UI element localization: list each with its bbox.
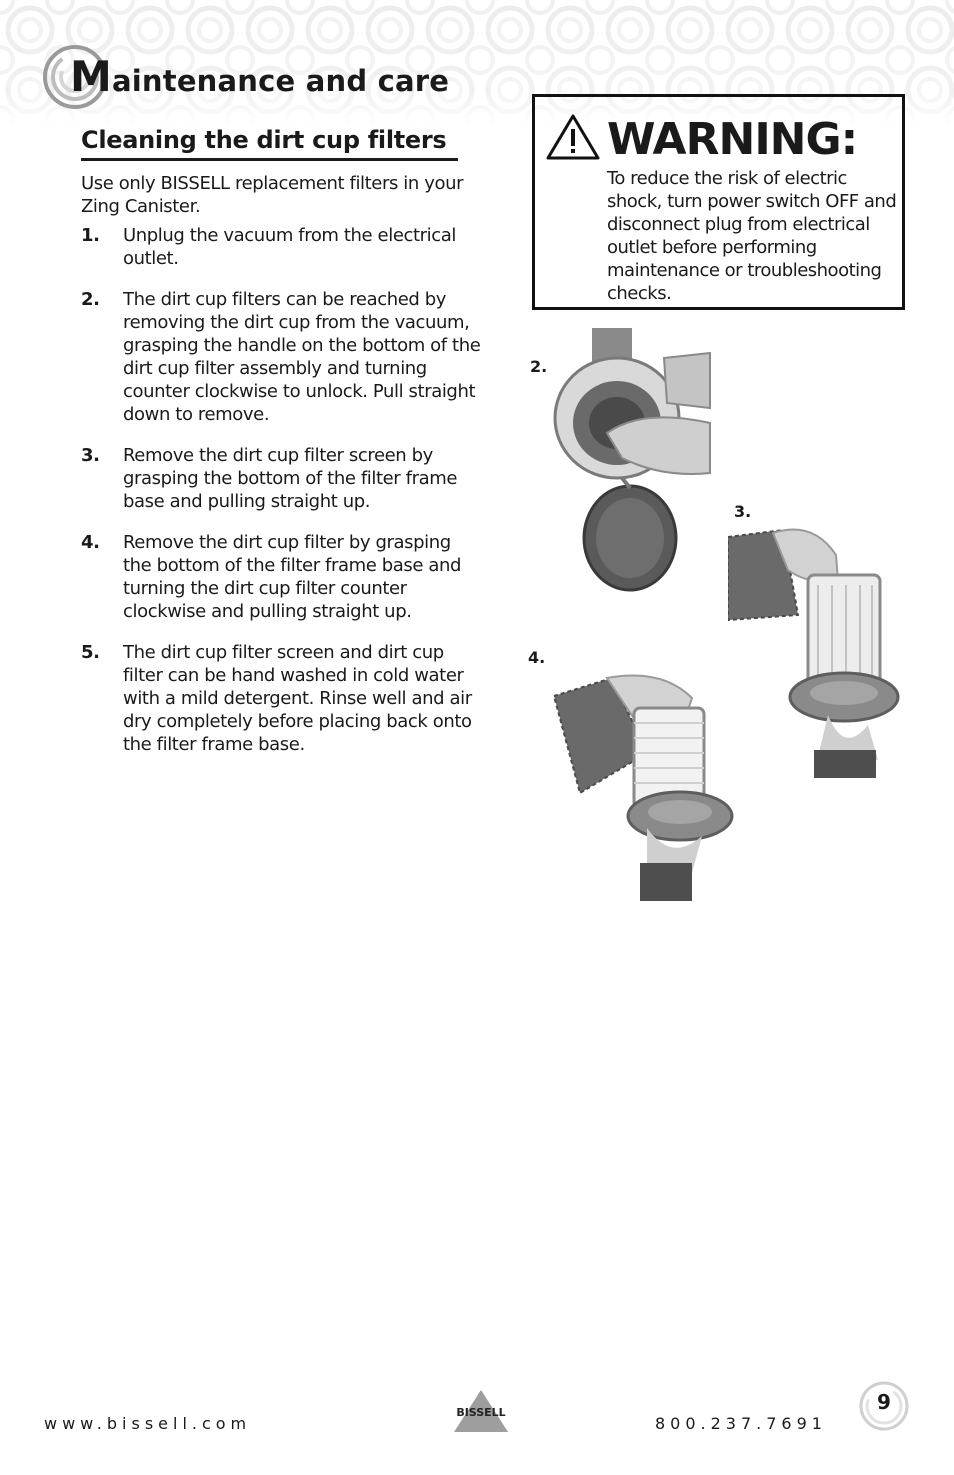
warning-box: [532, 94, 905, 310]
title-rest: aintenance and care: [112, 64, 450, 98]
step-5: [81, 641, 481, 756]
page-number-badge: [858, 1380, 910, 1432]
step-text: Remove the dirt cup filter by grasping the bottom of the filter frame base and turning the dirt cup filter counter clockwise and pulling straight up.: [123, 532, 462, 622]
figure-3-filter-screen-removal: [728, 525, 900, 780]
figure-3-label: 3.: [734, 502, 752, 521]
figure-4-filter-removal: [552, 668, 734, 904]
step-number: 3.: [81, 445, 100, 466]
step-text: The dirt cup filter screen and dirt cup filter can be hand washed in cold water with a mild detergent. Rinse well and air dry completely before placing back onto the filter frame base.: [123, 642, 472, 755]
figure-2-label: 2.: [530, 357, 548, 376]
warning-triangle-icon: [545, 113, 601, 161]
footer-phone: 800.237.7691: [655, 1414, 827, 1433]
logo-text: BISSELL: [456, 1406, 506, 1419]
warning-title: WARNING:: [607, 114, 858, 165]
step-1: [81, 224, 481, 270]
intro-text: Use only BISSELL replacement filters in your Zing Canister.: [81, 173, 464, 217]
figure-2-dirt-cup-removal: [552, 328, 712, 593]
step-text: The dirt cup filters can be reached by removing the dirt cup from the vacuum, grasping the handle on the bottom of the dirt cup filter assembly and turning counter clockwise to unlock. Pull straight down to remove.: [123, 289, 481, 425]
bissell-logo: [450, 1388, 512, 1434]
title-initial: M: [70, 52, 112, 101]
step-number: 1.: [81, 225, 100, 246]
step-number: 2.: [81, 289, 100, 310]
page-number: 9: [877, 1390, 891, 1414]
step-3: [81, 444, 481, 513]
step-number: 4.: [81, 532, 100, 553]
footer-website[interactable]: www.bissell.com: [44, 1414, 252, 1433]
warning-text: To reduce the risk of electric shock, turn power switch OFF and disconnect plug from electrical outlet before performing maintenance or troubleshooting checks.: [607, 168, 897, 304]
step-text: Remove the dirt cup filter screen by grasping the bottom of the filter frame base and pulling straight up.: [123, 445, 458, 512]
page-title: [70, 52, 450, 101]
step-text: Unplug the vacuum from the electrical outlet.: [123, 225, 456, 269]
section-title: Cleaning the dirt cup filters: [81, 126, 458, 161]
steps-list: [81, 224, 481, 774]
step-2: [81, 288, 481, 426]
figure-4-label: 4.: [528, 648, 546, 667]
step-number: 5.: [81, 642, 100, 663]
step-4: [81, 531, 481, 623]
